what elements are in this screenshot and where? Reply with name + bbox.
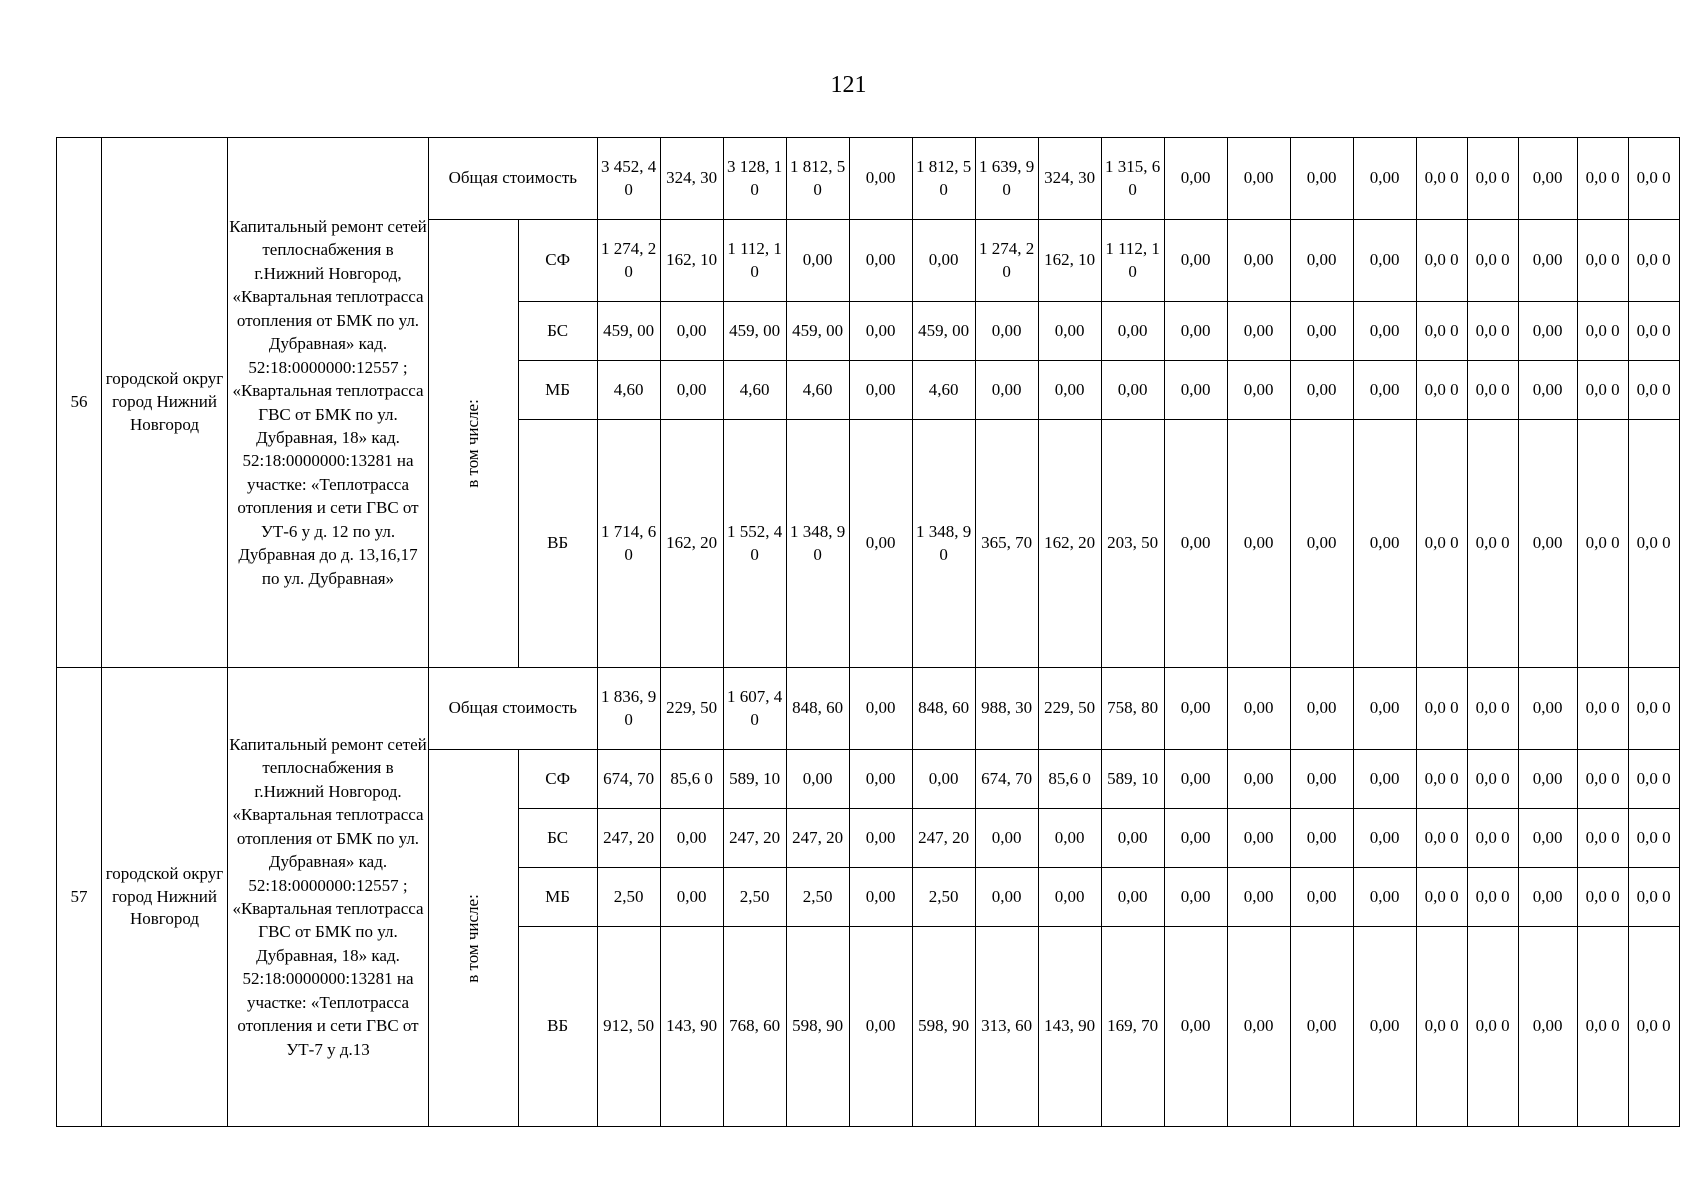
municipality-cell: городской округ город Нижний Новгород: [102, 138, 228, 668]
including-label: в том числе:: [462, 893, 482, 983]
value-cell: 4,60: [597, 361, 660, 420]
value-cell: 0,00: [1227, 668, 1290, 750]
funding-source-label: СФ: [518, 220, 597, 302]
value-cell: 0,00: [975, 302, 1038, 361]
value-cell: 0,00: [912, 220, 975, 302]
value-cell: 0,0 0: [1577, 302, 1628, 361]
value-cell: 162, 10: [660, 220, 723, 302]
value-cell: 162, 20: [1038, 420, 1101, 668]
value-cell: 758, 80: [1101, 668, 1164, 750]
value-cell: 0,00: [1290, 220, 1353, 302]
value-cell: 0,00: [1164, 220, 1227, 302]
value-cell: 4,60: [723, 361, 786, 420]
value-cell: 85,6 0: [660, 750, 723, 809]
value-cell: 0,0 0: [1628, 420, 1679, 668]
value-cell: 0,00: [849, 927, 912, 1127]
description-cell: Капитальный ремонт сетей теплоснабжения в г.Нижний Новгород, «Квартальная теплотрасса отопления от БМК по ул. Дубравная» кад. 52:18:0000000:12557 ; «Квартальная теплотрасса ГВС от БМК по ул. Дубравная, 18» кад. 52:18:0000000:13281 на участке: «Теплотрасса отопления и сети ГВС от УТ-6 у д. 12 по ул. Дубравная до д. 13,16,17 по ул. Дубравная»: [228, 138, 429, 668]
value-cell: 0,00: [786, 220, 849, 302]
value-cell: 0,00: [1290, 668, 1353, 750]
value-cell: 0,00: [849, 868, 912, 927]
value-cell: 0,00: [1353, 868, 1416, 927]
value-cell: 0,0 0: [1577, 868, 1628, 927]
value-cell: 0,00: [1353, 668, 1416, 750]
value-cell: 1 274, 20: [597, 220, 660, 302]
value-cell: 0,00: [660, 302, 723, 361]
value-cell: 0,00: [975, 361, 1038, 420]
funding-source-label: СФ: [518, 750, 597, 809]
value-cell: 0,0 0: [1416, 420, 1467, 668]
value-cell: 0,00: [1353, 750, 1416, 809]
value-cell: 0,0 0: [1628, 750, 1679, 809]
value-cell: 0,0 0: [1467, 668, 1518, 750]
funding-source-label: МБ: [518, 868, 597, 927]
value-cell: 0,0 0: [1416, 750, 1467, 809]
value-cell: 0,00: [1038, 868, 1101, 927]
value-cell: 0,0 0: [1577, 220, 1628, 302]
value-cell: 0,0 0: [1416, 138, 1467, 220]
value-cell: 1 812, 50: [912, 138, 975, 220]
value-cell: 0,00: [1227, 220, 1290, 302]
value-cell: 0,00: [1101, 809, 1164, 868]
value-cell: 1 552, 40: [723, 420, 786, 668]
value-cell: 0,00: [1227, 868, 1290, 927]
value-cell: 0,00: [1353, 138, 1416, 220]
value-cell: 0,00: [975, 809, 1038, 868]
value-cell: 459, 00: [786, 302, 849, 361]
value-cell: 0,00: [1164, 668, 1227, 750]
table-row: [57, 668, 1680, 750]
value-cell: 0,00: [660, 809, 723, 868]
value-cell: 674, 70: [975, 750, 1038, 809]
funding-source-label: ВБ: [518, 420, 597, 668]
value-cell: 598, 90: [912, 927, 975, 1127]
value-cell: 459, 00: [723, 302, 786, 361]
value-cell: 459, 00: [912, 302, 975, 361]
value-cell: 1 274, 20: [975, 220, 1038, 302]
including-label: в том числе:: [462, 399, 482, 488]
value-cell: 313, 60: [975, 927, 1038, 1127]
value-cell: 0,00: [975, 868, 1038, 927]
value-cell: 0,0 0: [1577, 420, 1628, 668]
funding-source-label: БС: [518, 809, 597, 868]
value-cell: 247, 20: [912, 809, 975, 868]
value-cell: 0,00: [849, 750, 912, 809]
value-cell: 0,0 0: [1628, 220, 1679, 302]
value-cell: 0,00: [1353, 927, 1416, 1127]
value-cell: 598, 90: [786, 927, 849, 1127]
value-cell: 0,00: [1290, 868, 1353, 927]
value-cell: 0,00: [660, 868, 723, 927]
value-cell: 0,0 0: [1577, 809, 1628, 868]
value-cell: 1 639, 90: [975, 138, 1038, 220]
value-cell: 2,50: [786, 868, 849, 927]
value-cell: 1 714, 60: [597, 420, 660, 668]
funding-source-label: БС: [518, 302, 597, 361]
value-cell: 143, 90: [1038, 927, 1101, 1127]
value-cell: 162, 10: [1038, 220, 1101, 302]
value-cell: 0,0 0: [1577, 927, 1628, 1127]
value-cell: 0,00: [1227, 927, 1290, 1127]
value-cell: 0,00: [849, 220, 912, 302]
value-cell: 1 812, 50: [786, 138, 849, 220]
value-cell: 2,50: [912, 868, 975, 927]
value-cell: 0,0 0: [1628, 361, 1679, 420]
value-cell: 85,6 0: [1038, 750, 1101, 809]
value-cell: 203, 50: [1101, 420, 1164, 668]
value-cell: 247, 20: [723, 809, 786, 868]
value-cell: 1 348, 90: [786, 420, 849, 668]
value-cell: 0,00: [849, 138, 912, 220]
value-cell: 0,00: [1038, 302, 1101, 361]
value-cell: 0,0 0: [1628, 927, 1679, 1127]
value-cell: 0,00: [1101, 302, 1164, 361]
value-cell: 0,0 0: [1467, 220, 1518, 302]
value-cell: 0,00: [912, 750, 975, 809]
value-cell: 0,00: [1290, 361, 1353, 420]
value-cell: 1 112, 10: [723, 220, 786, 302]
value-cell: 2,50: [597, 868, 660, 927]
value-cell: 0,00: [1164, 138, 1227, 220]
value-cell: 0,0 0: [1416, 809, 1467, 868]
value-cell: 0,00: [1227, 138, 1290, 220]
value-cell: 0,00: [1164, 809, 1227, 868]
value-cell: 0,0 0: [1416, 302, 1467, 361]
value-cell: 0,0 0: [1577, 750, 1628, 809]
value-cell: 0,00: [1518, 420, 1577, 668]
value-cell: 0,00: [1353, 361, 1416, 420]
value-cell: 0,00: [1101, 868, 1164, 927]
value-cell: 0,00: [1518, 220, 1577, 302]
value-cell: 459, 00: [597, 302, 660, 361]
value-cell: 0,00: [786, 750, 849, 809]
total-cost-label: Общая стоимость: [429, 138, 598, 220]
municipality-cell: городской округ город Нижний Новгород: [102, 668, 228, 1127]
value-cell: 0,00: [1038, 361, 1101, 420]
table-row: [57, 138, 1680, 220]
value-cell: 0,0 0: [1577, 668, 1628, 750]
value-cell: 0,0 0: [1416, 868, 1467, 927]
value-cell: 0,00: [1227, 361, 1290, 420]
value-cell: 229, 50: [660, 668, 723, 750]
value-cell: 0,00: [1164, 750, 1227, 809]
value-cell: 0,0 0: [1467, 138, 1518, 220]
value-cell: 0,0 0: [1467, 868, 1518, 927]
value-cell: 0,00: [849, 361, 912, 420]
value-cell: 0,00: [1518, 361, 1577, 420]
value-cell: 0,0 0: [1467, 361, 1518, 420]
value-cell: 0,00: [1227, 302, 1290, 361]
value-cell: 0,0 0: [1467, 420, 1518, 668]
value-cell: 0,00: [1038, 809, 1101, 868]
value-cell: 0,0 0: [1416, 927, 1467, 1127]
value-cell: 0,00: [1290, 138, 1353, 220]
value-cell: 0,00: [1518, 927, 1577, 1127]
value-cell: 0,0 0: [1416, 220, 1467, 302]
value-cell: 0,00: [1518, 668, 1577, 750]
value-cell: 0,00: [1290, 750, 1353, 809]
value-cell: 0,0 0: [1577, 138, 1628, 220]
value-cell: 0,00: [660, 361, 723, 420]
value-cell: 1 315, 60: [1101, 138, 1164, 220]
value-cell: 0,00: [1518, 868, 1577, 927]
value-cell: 0,00: [1164, 361, 1227, 420]
value-cell: 0,00: [849, 302, 912, 361]
value-cell: 0,00: [1290, 927, 1353, 1127]
funding-source-label: ВБ: [518, 927, 597, 1127]
value-cell: 0,0 0: [1628, 809, 1679, 868]
value-cell: 0,00: [849, 668, 912, 750]
including-label-cell: [429, 220, 519, 668]
value-cell: 0,00: [1518, 809, 1577, 868]
value-cell: 2,50: [723, 868, 786, 927]
value-cell: 848, 60: [786, 668, 849, 750]
value-cell: 0,0 0: [1628, 138, 1679, 220]
value-cell: 0,0 0: [1577, 361, 1628, 420]
value-cell: 0,0 0: [1416, 668, 1467, 750]
value-cell: 229, 50: [1038, 668, 1101, 750]
value-cell: 0,00: [849, 420, 912, 668]
value-cell: 4,60: [912, 361, 975, 420]
value-cell: 0,00: [1353, 809, 1416, 868]
value-cell: 1 112, 10: [1101, 220, 1164, 302]
value-cell: 0,00: [1518, 138, 1577, 220]
row-number: 57: [57, 668, 102, 1127]
value-cell: 768, 60: [723, 927, 786, 1127]
value-cell: 143, 90: [660, 927, 723, 1127]
value-cell: 1 836, 90: [597, 668, 660, 750]
value-cell: 0,00: [1101, 361, 1164, 420]
value-cell: 0,0 0: [1467, 302, 1518, 361]
page-number: 121: [830, 72, 867, 98]
value-cell: 0,0 0: [1467, 927, 1518, 1127]
value-cell: 0,0 0: [1628, 668, 1679, 750]
value-cell: 0,0 0: [1467, 750, 1518, 809]
value-cell: 0,00: [1227, 809, 1290, 868]
funding-source-label: МБ: [518, 361, 597, 420]
value-cell: 0,00: [1353, 302, 1416, 361]
value-cell: 3 128, 10: [723, 138, 786, 220]
value-cell: 0,0 0: [1628, 868, 1679, 927]
cost-table: [56, 137, 1680, 1127]
value-cell: 674, 70: [597, 750, 660, 809]
value-cell: 988, 30: [975, 668, 1038, 750]
value-cell: 0,00: [1227, 420, 1290, 668]
value-cell: 0,00: [1164, 927, 1227, 1127]
value-cell: 162, 20: [660, 420, 723, 668]
row-number: 56: [57, 138, 102, 668]
value-cell: 0,0 0: [1416, 361, 1467, 420]
value-cell: 0,00: [1353, 220, 1416, 302]
including-label-cell: [429, 750, 519, 1127]
value-cell: 324, 30: [660, 138, 723, 220]
total-cost-label: Общая стоимость: [429, 668, 598, 750]
value-cell: 0,00: [1518, 302, 1577, 361]
value-cell: 589, 10: [1101, 750, 1164, 809]
value-cell: 589, 10: [723, 750, 786, 809]
value-cell: 0,0 0: [1628, 302, 1679, 361]
description-cell: Капитальный ремонт сетей теплоснабжения в г.Нижний Новгород. «Квартальная теплотрасса отопления от БМК по ул. Дубравная» кад. 52:18:0000000:12557 ; «Квартальная теплотрасса ГВС от БМК по ул. Дубравная, 18» кад. 52:18:0000000:13281 на участке: «Теплотрасса отопления и сети ГВС от УТ-7 у д.13: [228, 668, 429, 1127]
value-cell: 0,0 0: [1467, 809, 1518, 868]
value-cell: 365, 70: [975, 420, 1038, 668]
value-cell: 247, 20: [786, 809, 849, 868]
value-cell: 169, 70: [1101, 927, 1164, 1127]
value-cell: 0,00: [1227, 750, 1290, 809]
value-cell: 0,00: [1164, 868, 1227, 927]
value-cell: 3 452, 40: [597, 138, 660, 220]
value-cell: 1 348, 90: [912, 420, 975, 668]
value-cell: 0,00: [1290, 302, 1353, 361]
value-cell: 247, 20: [597, 809, 660, 868]
value-cell: 848, 60: [912, 668, 975, 750]
value-cell: 0,00: [1164, 302, 1227, 361]
value-cell: 0,00: [1290, 420, 1353, 668]
value-cell: 0,00: [1290, 809, 1353, 868]
value-cell: 4,60: [786, 361, 849, 420]
value-cell: 324, 30: [1038, 138, 1101, 220]
value-cell: 0,00: [1164, 420, 1227, 668]
value-cell: 0,00: [1518, 750, 1577, 809]
value-cell: 0,00: [849, 809, 912, 868]
value-cell: 912, 50: [597, 927, 660, 1127]
value-cell: 0,00: [1353, 420, 1416, 668]
value-cell: 1 607, 40: [723, 668, 786, 750]
